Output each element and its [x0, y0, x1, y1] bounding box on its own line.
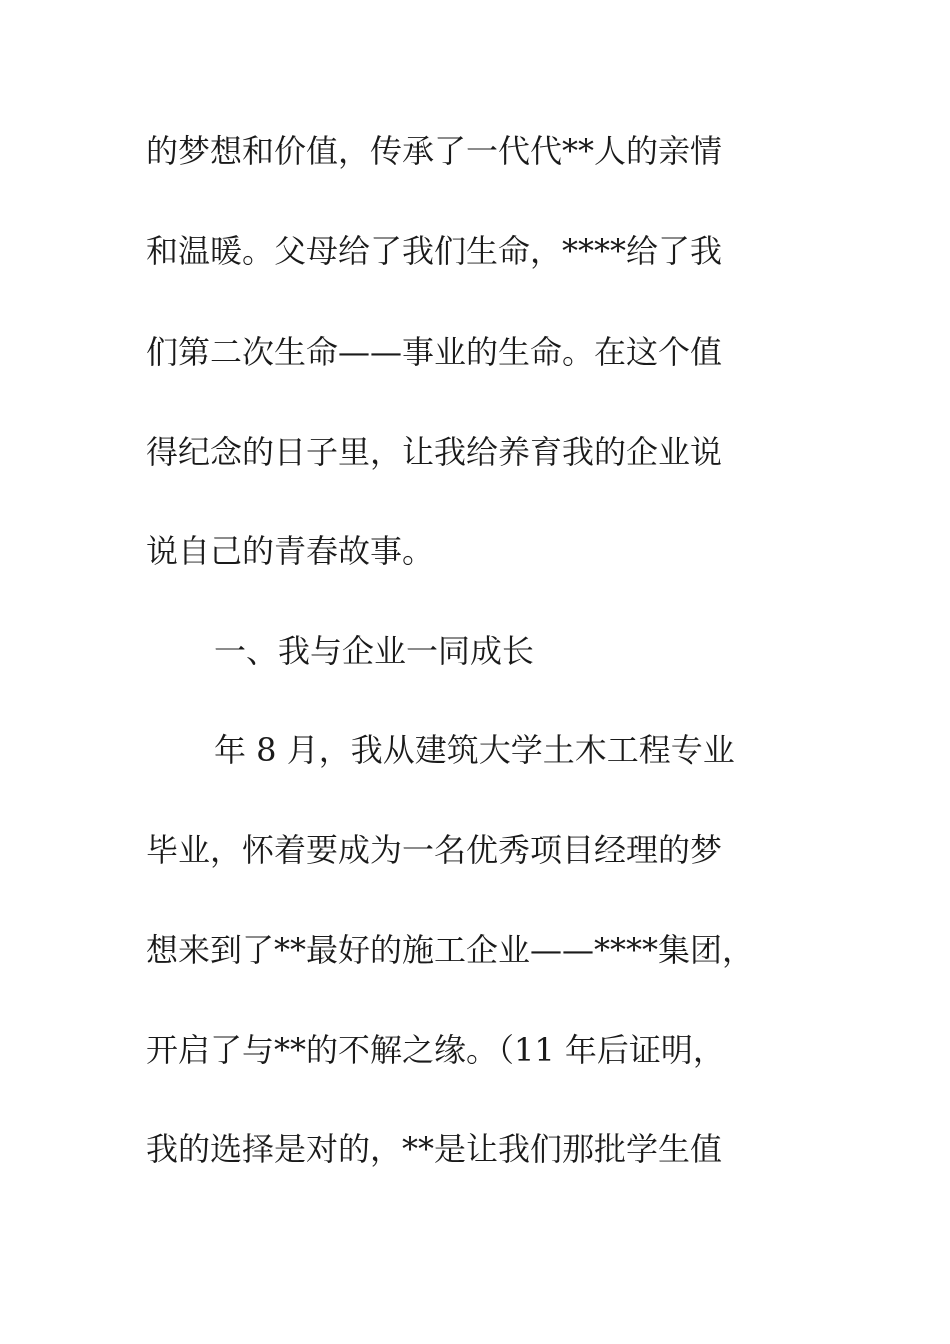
paragraph-line: 的梦想和价值，传承了一代代**人的亲情 — [146, 132, 723, 170]
paragraph-line: 说自己的青春故事。 — [146, 532, 435, 570]
paragraph-line: 得纪念的日子里，让我给养育我的企业说 — [146, 433, 723, 471]
paragraph-line: 我的选择是对的，**是让我们那批学生值 — [146, 1130, 723, 1168]
paragraph-line: 年 8 月，我从建筑大学土木工程专业 — [214, 731, 735, 769]
paragraph-line: 想来到了**最好的施工企业——****集团， — [146, 931, 755, 969]
paragraph-line: 毕业，怀着要成为一名优秀项目经理的梦 — [146, 831, 723, 869]
paragraph-line: 和温暖。父母给了我们生命，****给了我 — [146, 232, 723, 270]
paragraph-line: 们第二次生命——事业的生命。在这个值 — [146, 333, 723, 371]
section-heading: 一、我与企业一同成长 — [214, 632, 535, 670]
paragraph-line: 开启了与**的不解之缘。（11 年后证明， — [146, 1031, 725, 1069]
